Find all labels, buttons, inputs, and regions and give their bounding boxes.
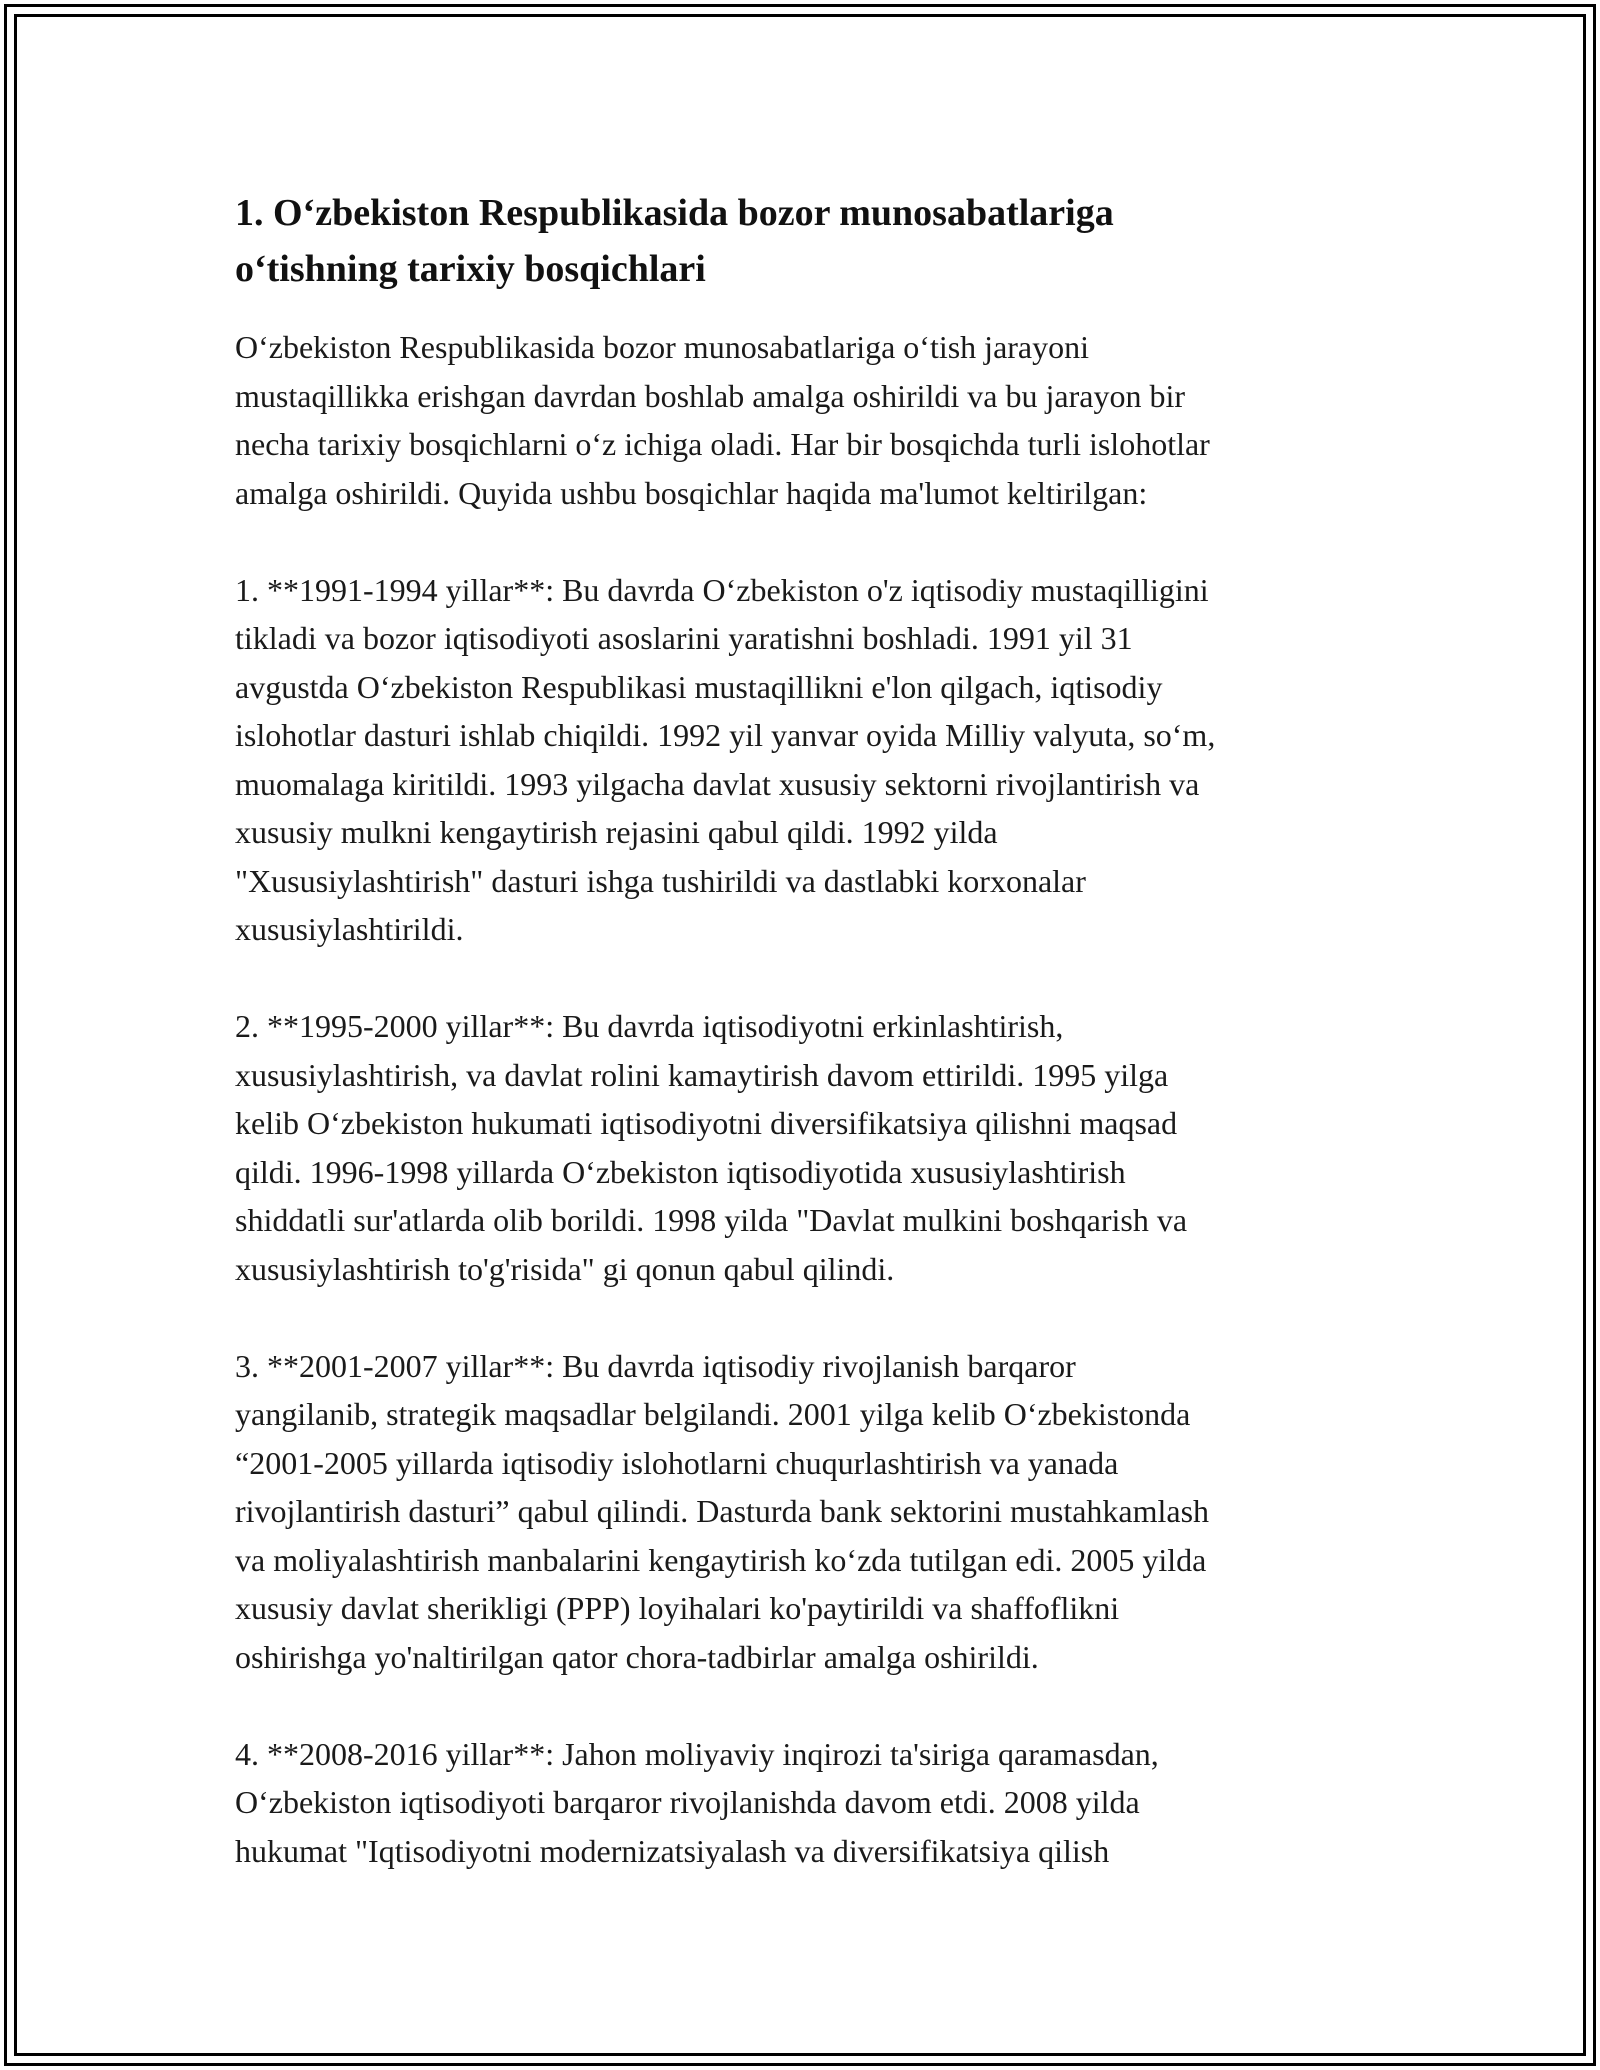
stage-2-paragraph: 2. **1995-2000 yillar**: Bu davrda iqtisodiyotni erkinlashtirish, xususiylashtirish, va davlat rolini kamaytirish davom ettirildi. 1995 yilga kelib O‘zbekiston hukumati iqtisodiyotni diversifikatsiya qilishni maqsad qildi. 1996-1998 yillarda O‘zbekiston iqtisodiyotida xususiylashtirish shiddatli sur'atlarda olib borildi. 1998 yilda "Davlat mulkini boshqarish va xususiylashtirish to'g'risida" gi qonun qabul qilindi.: [235, 1008, 1188, 1287]
section-heading: 1. O‘zbekiston Respublikasida bozor munosabatlariga o‘tishning tarixiy bosqichlari: [235, 192, 1114, 290]
intro-paragraph: O‘zbekiston Respublikasida bozor munosabatlariga o‘tish jarayoni mustaqillikka erishgan davrdan boshlab amalga oshirildi va bu jarayon bir necha tarixiy bosqichlarni o‘z ichiga oladi. Har bir bosqichda turli islohotlar amalga oshirildi. Quyida ushbu bosqichlar haqida ma'lumot keltirilgan:: [235, 329, 1210, 511]
stage-3-paragraph: 3. **2001-2007 yillar**: Bu davrda iqtisodiy rivojlanish barqaror yangilanib, strategik maqsadlar belgilandi. 2001 yilga kelib O‘zbekistonda “2001-2005 yillarda iqtisodiy islohotlarni chuqurlashtirish va yanada rivojlantirish dasturi” qabul qilindi. Dasturda bank sektorini mustahkamlash va moliyalashtirish manbalarini kengaytirish ko‘zda tutilgan edi. 2005 yilda xususiy davlat sherikligi (PPP) loyihalari ko'paytirildi va shaffoflikni oshirishga yo'naltirilgan qator chora-tadbirlar amalga oshirildi.: [235, 1347, 1210, 1675]
document-body: [235, 185, 1375, 1924]
stage-1-paragraph: 1. **1991-1994 yillar**: Bu davrda O‘zbekiston o'z iqtisodiy mustaqilligini tikladi va bozor iqtisodiyoti asoslarini yaratishni boshladi. 1991 yil 31 avgustda O‘zbekiston Respublikasi mustaqillikni e'lon qilgach, iqtisodiy islohotlar dasturi ishlab chiqildi. 1992 yil yanvar oyida Milliy valyuta, so‘m, muomalaga kiritildi. 1993 yilgacha davlat xususiy sektorni rivojlantirish va xususiy mulkni kengaytirish rejasini qabul qildi. 1992 yilda "Xususiylashtirish" dasturi ishga tushirildi va dastlabki korxonalar xususiylashtirildi.: [235, 571, 1216, 947]
stage-4-paragraph: 4. **2008-2016 yillar**: Jahon moliyaviy inqirozi ta'siriga qaramasdan, O‘zbekiston iqtisodiyoti barqaror rivojlanishda davom etdi. 2008 yilda hukumat "Iqtisodiyotni modernizatsiyalash va diversifikatsiya qilish: [235, 1735, 1159, 1869]
